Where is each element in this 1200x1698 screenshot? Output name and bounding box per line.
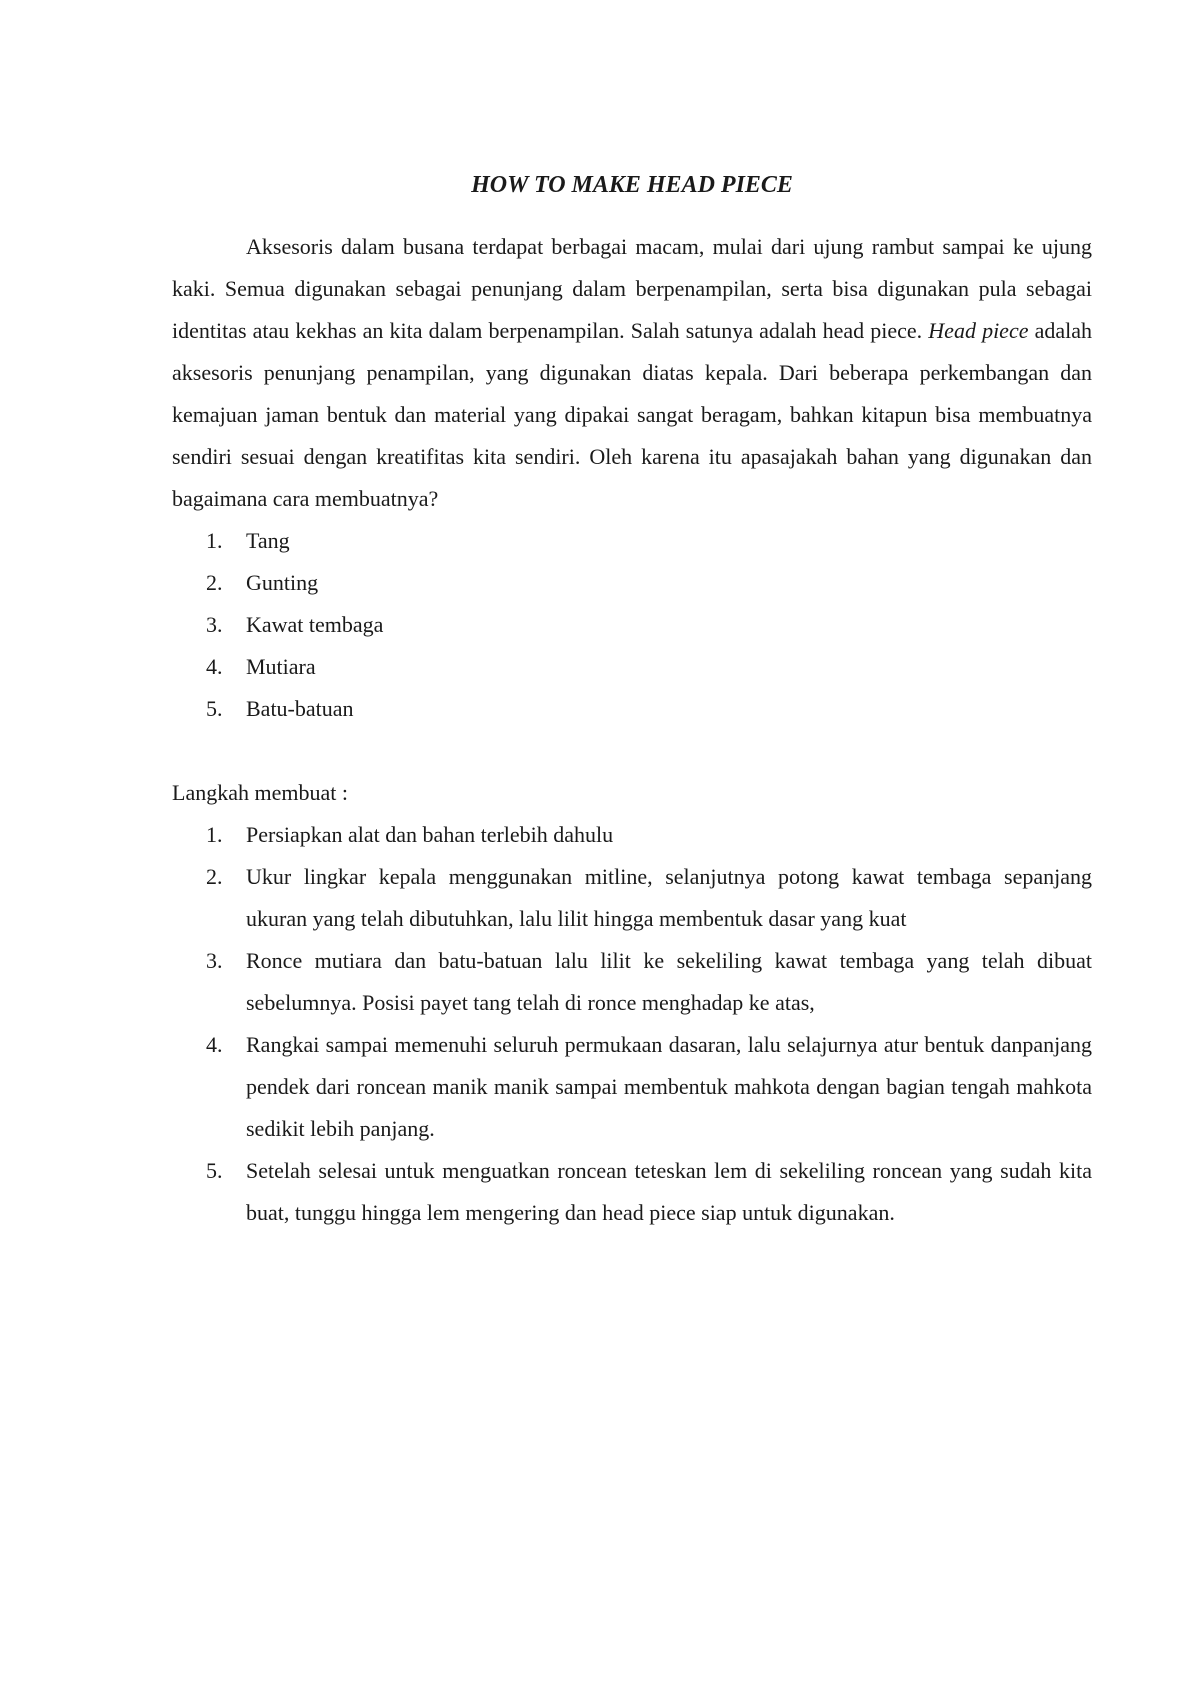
list-item-text: Ronce mutiara dan batu-batuan lalu lilit ke sekeliling kawat tembaga yang telah dibuat sebelumnya. Posisi payet tang telah di ronce menghadap ke atas, — [246, 948, 1092, 1015]
steps-heading: Langkah membuat : — [172, 780, 348, 805]
intro-paragraph — [172, 226, 1092, 520]
list-number: 5. — [206, 1158, 223, 1183]
list-item-text: Tang — [246, 528, 290, 553]
list-number: 4. — [206, 654, 223, 679]
document-page — [172, 170, 1092, 1234]
list-item — [172, 604, 1092, 646]
list-number: 1. — [206, 822, 223, 847]
list-number: 2. — [206, 570, 223, 595]
intro-text-part1: Aksesoris dalam busana terdapat berbagai macam, mulai dari ujung rambut sampai ke ujung kaki. Semua digunakan sebagai penunjang dalam berpenampilan, serta bisa digunakan pula sebagai identitas atau kekhas an kita dalam berpenampilan. Salah satunya adalah head piece. — [172, 234, 1092, 343]
list-number: 2. — [206, 864, 223, 889]
list-item — [172, 688, 1092, 730]
list-item — [172, 646, 1092, 688]
list-item — [172, 856, 1092, 940]
materials-list — [172, 520, 1092, 730]
list-number: 4. — [206, 1032, 223, 1057]
list-item-text: Ukur lingkar kepala menggunakan mitline, selanjutnya potong kawat tembaga sepanjang ukuran yang telah dibutuhkan, lalu lilit hingga membentuk dasar yang kuat — [246, 864, 1092, 931]
intro-text-part2: adalah aksesoris penunjang penampilan, yang digunakan diatas kepala. Dari beberapa perkembangan dan kemajuan jaman bentuk dan material yang dipakai sangat beragam, bahkan kitapun bisa membuatnya sendiri sesuai dengan kreatifitas kita sendiri. Oleh karena itu apasajakah bahan yang digunakan dan bagaimana cara membuatnya? — [172, 318, 1093, 511]
list-item-text: Batu-batuan — [246, 696, 354, 721]
list-item — [172, 1024, 1092, 1150]
list-item-text: Kawat tembaga — [246, 612, 384, 637]
intro-italic-term: Head piece — [928, 318, 1029, 343]
list-item-text: Setelah selesai untuk menguatkan roncean teteskan lem di sekeliling roncean yang sudah kita buat, tunggu hingga lem mengering dan head piece siap untuk digunakan. — [246, 1158, 1092, 1225]
list-item-text: Gunting — [246, 570, 319, 595]
list-item-text: Mutiara — [246, 654, 316, 679]
list-item-text: Persiapkan alat dan bahan terlebih dahulu — [246, 822, 614, 847]
list-number: 1. — [206, 528, 223, 553]
list-item-text: Rangkai sampai memenuhi seluruh permukaan dasaran, lalu selajurnya atur bentuk danpanjang pendek dari roncean manik manik sampai membentuk mahkota dengan bagian tengah mahkota sedikit lebih panjang. — [246, 1032, 1092, 1141]
list-number: 5. — [206, 696, 223, 721]
steps-list — [172, 814, 1092, 1234]
list-number: 3. — [206, 948, 223, 973]
list-item — [172, 1150, 1092, 1234]
list-item — [172, 562, 1092, 604]
document-title: HOW TO MAKE HEAD PIECE — [471, 172, 793, 198]
list-item — [172, 520, 1092, 562]
list-item — [172, 814, 1092, 856]
list-number: 3. — [206, 612, 223, 637]
list-item — [172, 940, 1092, 1024]
